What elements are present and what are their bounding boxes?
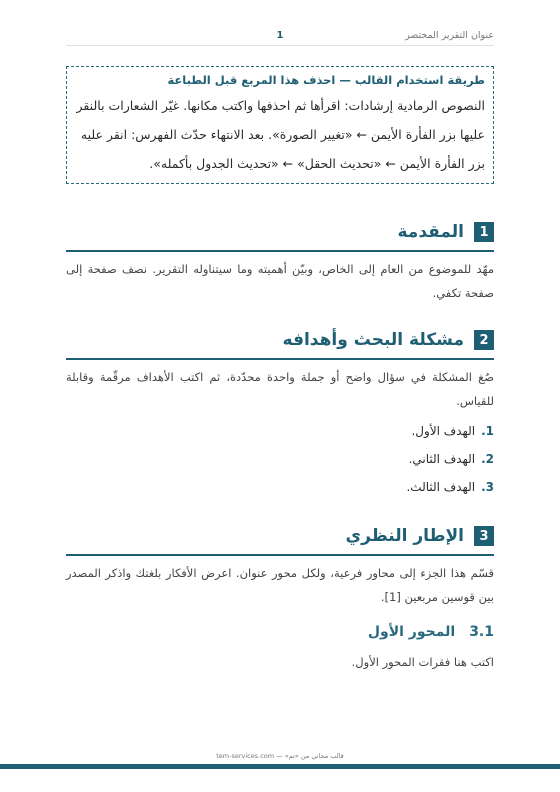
list-item-number: 2. bbox=[481, 452, 494, 466]
list-item-text: الهدف الأول. bbox=[411, 424, 476, 438]
section-heading bbox=[66, 220, 494, 252]
section-number: 2 bbox=[474, 330, 494, 350]
section-paragraph: قسّم هذا الجزء إلى محاور فرعية، ولكل محور عنوان. اعرض الأفكار بلغتك واذكر المصدر بين قوسين مربعين [1]. bbox=[66, 566, 494, 604]
page-header bbox=[66, 28, 494, 46]
instructions-body bbox=[75, 91, 485, 178]
section-heading bbox=[66, 328, 494, 360]
section-heading bbox=[66, 524, 494, 556]
footer-credit: قالب مجاني من «تم» — tem-services.com bbox=[216, 752, 344, 760]
list-item bbox=[66, 445, 494, 473]
goals-list bbox=[66, 417, 494, 501]
footer-bar bbox=[0, 764, 560, 769]
list-item bbox=[66, 473, 494, 501]
instructions-line: عليها بزر الفأرة الأيمن ← «تغيير الصورة». بعد الانتهاء حدّث الفهرس: انقر عليه bbox=[80, 127, 485, 142]
instructions-box bbox=[66, 66, 494, 184]
list-item-text: الهدف الثالث. bbox=[406, 480, 476, 494]
header-title: عنوان التقرير المختصر bbox=[405, 30, 494, 41]
subsection-heading bbox=[66, 619, 494, 645]
section-theoretical-framework bbox=[66, 524, 494, 674]
page-number: 1 bbox=[276, 30, 284, 41]
section-number: 3 bbox=[474, 526, 494, 546]
section-problem-goals bbox=[66, 328, 494, 501]
section-introduction bbox=[66, 220, 494, 305]
section-paragraph: مهّد للموضوع من العام إلى الخاص، وبيّن أهميته وما سيتناوله التقرير. نصف صفحة إلى صفحة تكفي. bbox=[66, 262, 494, 300]
list-item bbox=[66, 417, 494, 445]
section-paragraph: صُغ المشكلة في سؤال واضح أو جملة واحدة محدّدة، ثم اكتب الأهداف مرقّمة وقابلة للقياس. bbox=[66, 370, 494, 408]
list-item-text: الهدف الثاني. bbox=[408, 452, 476, 466]
subsection-title: المحور الأول bbox=[367, 624, 456, 640]
list-item-number: 1. bbox=[481, 424, 494, 438]
instructions-line: بزر الفأرة الأيمن ← «تحديث الحقل» ← «تحديث الجدول بأكمله». bbox=[149, 156, 485, 171]
section-title: الإطار النظري bbox=[345, 526, 464, 546]
subsection-number: 3.1 bbox=[469, 624, 494, 640]
list-item-number: 3. bbox=[481, 480, 494, 494]
instructions-title: طريقة استخدام القالب — احذف هذا المربع قبل الطباعة bbox=[167, 73, 485, 87]
section-number: 1 bbox=[474, 222, 494, 242]
section-title: المقدمة bbox=[397, 222, 464, 242]
instructions-line: النصوص الرمادية إرشادات: اقرأها ثم احذفها واكتب مكانها. غيّر الشعارات بالنقر bbox=[76, 98, 485, 113]
subsection-paragraph: اكتب هنا فقرات المحور الأول. bbox=[351, 655, 494, 669]
section-title: مشكلة البحث وأهدافه bbox=[282, 330, 464, 350]
